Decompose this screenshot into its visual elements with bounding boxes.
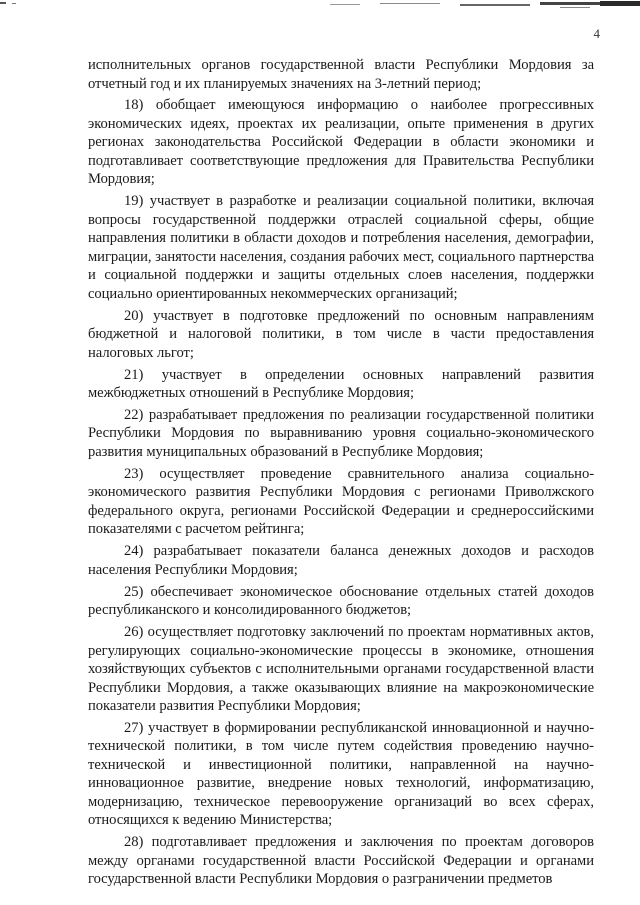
paragraph-item-25: 25) обеспечивает экономическое обоснование отдельных статей доходов республиканского и консолидированного бюджетов; — [88, 583, 594, 619]
document-body — [88, 56, 594, 892]
paragraph-continuation: исполнительных органов государственной власти Республики Мордовия за отчетный год и их планируемых значениях на 3-летний период; — [88, 57, 594, 92]
page-number: 4 — [593, 26, 600, 41]
scan-artifact-top — [0, 0, 640, 16]
paragraph-item-26: 26) осуществляет подготовку заключений по проектам нормативных актов, регулирующих социально-экономические процессы в экономике, отношения хозяйствующих субъектов с исполнительными органами государственной власти Республики Мордовия, а также оказывающих влияние на макроэкономические показатели развития Республики Мордовия; — [88, 624, 594, 715]
paragraph-item-24: 24) разрабатывает показатели баланса денежных доходов и расходов населения Республики Мордовия; — [88, 543, 594, 578]
paragraph-item-27: 27) участвует в формировании республиканской инновационной и научно-технической политики, в том числе путем содействия проведению научно-технической и инвестиционной политики, направленной на научно-инновационное развитие, внедрение новых технологий, информатизацию, модернизацию, техническое перевооружение организаций во всех сферах, относящихся к ведению Министерства; — [88, 719, 594, 829]
paragraph-item-18: 18) обобщает имеющуюся информацию о наиболее прогрессивных экономических идеях, проектах их реализации, опыте применения в других регионах законодательства Российской Федерации в области экономики и подготавливает соответствующие предложения для Правительства Республики Мордовия; — [88, 97, 594, 188]
paragraph-item-19: 19) участвует в разработке и реализации социальной политики, включая вопросы государственной поддержки отраслей социальной сферы, общие направления политики в области доходов и потребления населения, демографии, миграции, занятости населения, создания рабочих мест, социального партнерства и социальной поддержки и защиты отдельных слоев населения, поддержки социально ориентированных некоммерческих организаций; — [88, 193, 594, 302]
paragraph-item-28: 28) подготавливает предложения и заключения по проектам договоров между органами государственной власти Российской Федерации и органами государственной власти Республики Мордовия о разграничении предметов — [88, 834, 594, 888]
paragraph-item-22: 22) разрабатывает предложения по реализации государственной политики Республики Мордовия по выравниванию уровня социально-экономического развития муниципальных образований в Республике Мордовия; — [88, 406, 594, 460]
paragraph-item-20: 20) участвует в подготовке предложений по основным направлениям бюджетной и налоговой политики, в том числе в части предоставления налоговых льгот; — [88, 307, 594, 361]
paragraph-item-21: 21) участвует в определении основных направлений развития межбюджетных отношений в Республике Мордовия; — [88, 366, 594, 402]
paragraph-item-23: 23) осуществляет проведение сравнительного анализа социально-экономического развития Республики Мордовия с регионами Приволжского федерального округа, регионами Российской Федерации и среднероссийскими показателями с расчетом рейтинга; — [88, 465, 594, 538]
